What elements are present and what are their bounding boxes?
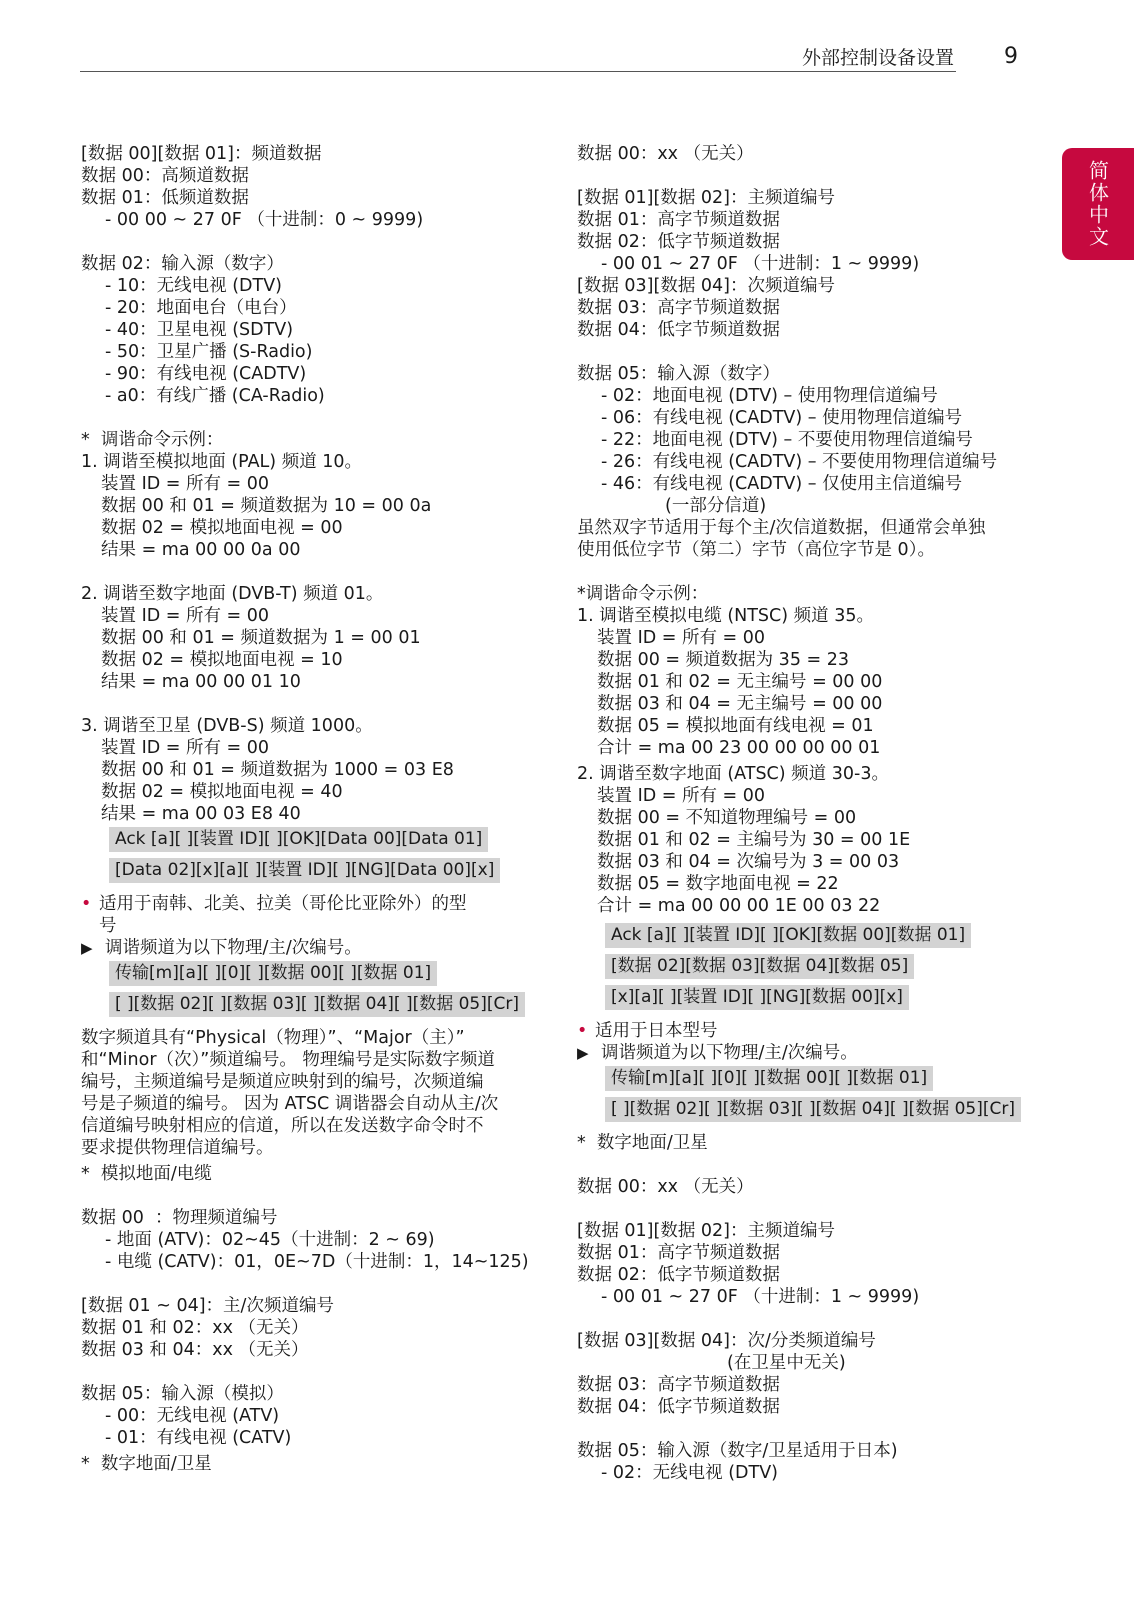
right-column [577, 143, 1037, 1484]
text-line: 合计 = ma 00 23 00 00 00 00 01 [597, 738, 881, 758]
section-heading: * 数字地面/卫星 [577, 1133, 708, 1153]
bullet-text: 适用于南韩、北美、拉美（哥伦比亚除外）的型 [99, 894, 467, 914]
section-heading: *调谐命令示例： [577, 584, 709, 604]
bullet-icon: • [577, 1021, 588, 1041]
text-line: 数据 03：高字节频道数据 [577, 1375, 780, 1395]
code-line: Ack [a][ ][装置 ID][ ][OK][Data 00][Data 01] [109, 827, 488, 852]
text-line: - 00 01 ~ 27 0F （十进制：1 ~ 9999) [601, 1287, 920, 1307]
text-line: 数据 01：高字节频道数据 [577, 1243, 780, 1263]
text-line: 数据 01：高字节频道数据 [577, 210, 780, 230]
list-item: - 01：有线电视 (CATV) [105, 1428, 292, 1448]
text-line: 数据 01 和 02 = 主编号为 30 = 00 1E [597, 830, 911, 850]
text-line: 数据 02：低字节频道数据 [577, 1265, 780, 1285]
list-item: - 06：有线电视 (CADTV) – 使用物理信道编号 [601, 408, 963, 428]
text-line: 数据 05 = 数字地面电视 = 22 [597, 874, 839, 894]
list-item: - 50：卫星广播 (S-Radio) [105, 342, 313, 362]
code-line: Ack [a][ ][装置 ID][ ][OK][数据 00][数据 01] [605, 923, 971, 948]
text-line: 数据 00 ：物理频道编号 [81, 1208, 278, 1228]
text-line: 数据 00：xx （无关） [577, 1177, 754, 1197]
text-line: 数据 01：低频道数据 [81, 188, 249, 208]
list-item: - a0：有线广播 (CA-Radio) [105, 386, 325, 406]
transmit-code-box [577, 1066, 1037, 1128]
text-line: 数据 00 和 01 = 频道数据为 10 = 00 0a [101, 496, 432, 516]
code-line: [ ][数据 02][ ][数据 03][ ][数据 04][ ][数据 05][Cr] [109, 992, 525, 1017]
text-line: [数据 03][数据 04]：次频道编号 [577, 276, 835, 296]
text-line: 数据 04：低字节频道数据 [577, 320, 780, 340]
code-line: 传输[m][a][ ][0][ ][数据 00][ ][数据 01] [109, 961, 437, 986]
text-line: 数据 02 = 模拟地面电视 = 40 [101, 782, 343, 802]
text-line: 数据 05：输入源（数字/卫星适用于日本) [577, 1441, 898, 1461]
text-line: 数据 00：高频道数据 [81, 166, 249, 186]
example-title: 3. 调谐至卫星 (DVB-S) 频道 1000。 [81, 716, 373, 736]
left-column [81, 143, 541, 1475]
list-item: - 02：地面电视 (DTV) – 使用物理信道编号 [601, 386, 938, 406]
header-rule [80, 71, 956, 72]
example-title: 1. 调谐至模拟地面 (PAL) 频道 10。 [81, 452, 363, 472]
text-line: [数据 03][数据 04]：次/分类频道编号 [577, 1331, 876, 1351]
arrow-icon: ▶ [577, 1044, 589, 1062]
example-title: 1. 调谐至模拟电缆 (NTSC) 频道 35。 [577, 606, 874, 626]
arrow-text: 调谐频道为以下物理/主/次编号。 [105, 938, 362, 958]
text-line: 装置 ID = 所有 = 00 [101, 606, 270, 626]
text-line-cont: (在卫星中无关) [727, 1353, 846, 1373]
text-line: [数据 01 ~ 04]：主/次频道编号 [81, 1296, 334, 1316]
text-line: 数据 00 和 01 = 频道数据为 1 = 00 01 [101, 628, 421, 648]
text-line: 装置 ID = 所有 = 00 [101, 738, 270, 758]
text-line: 装置 ID = 所有 = 00 [597, 628, 766, 648]
list-item: - 电缆 (CATV)：01，0E~7D（十进制：1，14~125) [105, 1252, 529, 1272]
code-line: [Data 02][x][a][ ][装置 ID][ ][NG][Data 00][x] [109, 858, 500, 883]
page-number: 9 [1004, 44, 1018, 69]
arrow-icon: ▶ [81, 939, 93, 957]
arrow-text: 调谐频道为以下物理/主/次编号。 [601, 1043, 858, 1063]
text-line: 数据 00 = 不知道物理编号 = 00 [597, 808, 857, 828]
code-line: [ ][数据 02][ ][数据 03][ ][数据 04][ ][数据 05][Cr] [605, 1097, 1021, 1122]
text-line: 数据 03：高字节频道数据 [577, 298, 780, 318]
example-title: 2. 调谐至数字地面 (DVB-T) 频道 01。 [81, 584, 384, 604]
transmit-code-box [81, 961, 541, 1023]
text-line: 结果 = ma 00 03 E8 40 [101, 804, 301, 824]
text-line: 数据 01 和 02 = 无主编号 = 00 00 [597, 672, 883, 692]
text-line: - 00 00 ~ 27 0F （十进制：0 ~ 9999) [105, 210, 424, 230]
text-line: - 00 01 ~ 27 0F （十进制：1 ~ 9999) [601, 254, 920, 274]
paragraph-line: 信道编号映射相应的信道，所以在发送数字命令时不 [81, 1116, 484, 1136]
list-item: - 02：无线电视 (DTV) [601, 1463, 778, 1483]
list-item: - 26：有线电视 (CADTV) – 不要使用物理信道编号 [601, 452, 998, 472]
ack-code-box [81, 827, 541, 889]
text-line: 合计 = ma 00 00 00 1E 00 03 22 [597, 896, 881, 916]
text-line: 数据 05 = 模拟地面有线电视 = 01 [597, 716, 874, 736]
text-line: 数据 02 = 模拟地面电视 = 00 [101, 518, 343, 538]
bullet-text-cont: 号 [99, 916, 117, 936]
section-heading: * 调谐命令示例： [81, 430, 224, 450]
list-item: - 20：地面电台（电台） [105, 298, 297, 318]
text-line: 数据 03 和 04 = 无主编号 = 00 00 [597, 694, 883, 714]
text-line: 数据 03 和 04 = 次编号为 3 = 00 03 [597, 852, 900, 872]
section-heading: * 模拟地面/电缆 [81, 1164, 212, 1184]
code-line: [x][a][ ][装置 ID][ ][NG][数据 00][x] [605, 985, 909, 1010]
list-item: - 40：卫星电视 (SDTV) [105, 320, 294, 340]
text-line: 数据 00 = 频道数据为 35 = 23 [597, 650, 850, 670]
text-line: 数据 02 = 模拟地面电视 = 10 [101, 650, 343, 670]
header-title: 外部控制设备设置 [801, 47, 954, 69]
paragraph-line: 使用低位字节（第二）字节（高位字节是 0）。 [577, 540, 935, 560]
text-line: 装置 ID = 所有 = 00 [597, 786, 766, 806]
text-line: 数据 02：低字节频道数据 [577, 232, 780, 252]
language-tab[interactable]: 简体中文 [1062, 148, 1134, 260]
text-line: [数据 01][数据 02]：主频道编号 [577, 188, 835, 208]
text-line: 结果 = ma 00 00 01 10 [101, 672, 301, 692]
paragraph-line: 号是子频道的编号。 因为 ATSC 调谐器会自动从主/次 [81, 1094, 499, 1114]
list-item: - 地面 (ATV)：02~45（十进制：2 ~ 69) [105, 1230, 435, 1250]
text-line: [数据 00][数据 01]：频道数据 [81, 144, 322, 164]
bullet-icon: • [81, 894, 92, 914]
text-line: 装置 ID = 所有 = 00 [101, 474, 270, 494]
section-heading: * 数字地面/卫星 [81, 1454, 212, 1474]
text-line: 数据 00：xx （无关） [577, 144, 754, 164]
paragraph-line: 虽然双字节适用于每个主/次信道数据，但通常会单独 [577, 518, 986, 538]
list-item: - 22：地面电视 (DTV) – 不要使用物理信道编号 [601, 430, 973, 450]
list-item: - 46：有线电视 (CADTV) – 仅使用主信道编号 [601, 474, 963, 494]
list-item: - 10：无线电视 (DTV) [105, 276, 282, 296]
text-line: 数据 01 和 02：xx （无关） [81, 1318, 309, 1338]
text-line: 数据 02：输入源（数字） [81, 254, 284, 274]
text-line: 数据 00 和 01 = 频道数据为 1000 = 03 E8 [101, 760, 454, 780]
paragraph-line: 数字频道具有“Physical（物理）”、“Major（主）” [81, 1028, 465, 1048]
list-item-cont: (一部分信道) [665, 496, 767, 516]
code-line: 传输[m][a][ ][0][ ][数据 00][ ][数据 01] [605, 1066, 933, 1091]
example-title: 2. 调谐至数字地面 (ATSC) 频道 30-3。 [577, 764, 889, 784]
bullet-text: 适用于日本型号 [595, 1021, 718, 1041]
paragraph-line: 和“Minor（次）”频道编号。 物理编号是实际数字频道 [81, 1050, 495, 1070]
ack-code-box [577, 923, 1037, 1016]
text-line: 数据 05：输入源（模拟） [81, 1384, 284, 1404]
paragraph-line: 要求提供物理信道编号。 [81, 1138, 274, 1158]
text-line: [数据 01][数据 02]：主频道编号 [577, 1221, 835, 1241]
list-item: - 90：有线电视 (CADTV) [105, 364, 307, 384]
paragraph-line: 编号，主频道编号是频道应映射到的编号，次频道编 [81, 1072, 484, 1092]
list-item: - 00：无线电视 (ATV) [105, 1406, 280, 1426]
text-line: 结果 = ma 00 00 0a 00 [101, 540, 301, 560]
text-line: 数据 03 和 04：xx （无关） [81, 1340, 309, 1360]
text-line: 数据 05：输入源（数字） [577, 364, 780, 384]
text-line: 数据 04：低字节频道数据 [577, 1397, 780, 1417]
code-line: [数据 02][数据 03][数据 04][数据 05] [605, 954, 914, 979]
